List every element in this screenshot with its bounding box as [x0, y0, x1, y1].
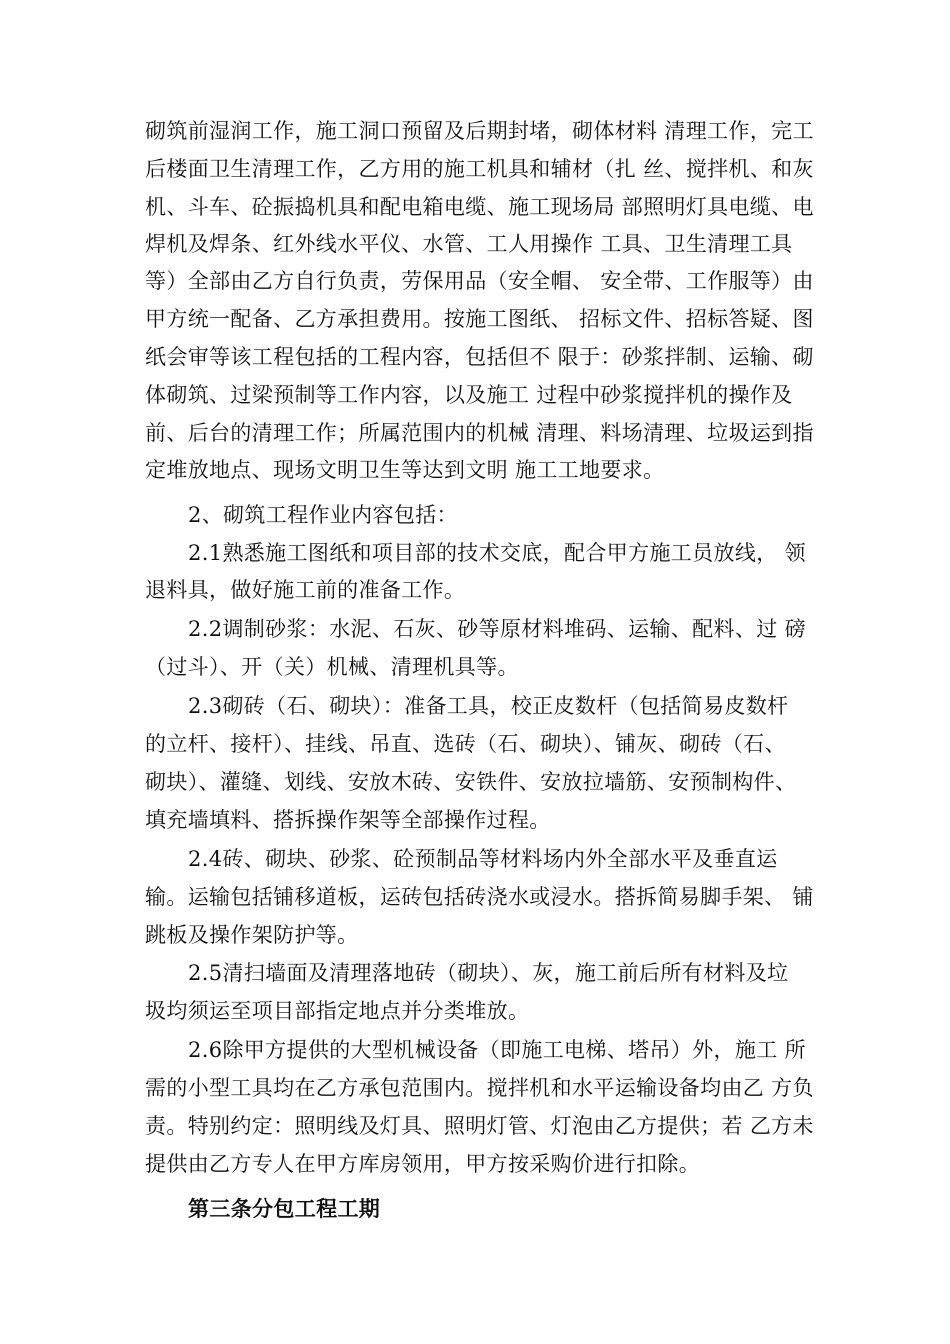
- paragraph-line: 2.5清扫墙面及清理落地砖（砌块）、灰，施工前后所有材料及垃: [188, 961, 789, 985]
- section-heading: 2、砌筑工程作业内容包括：: [188, 503, 458, 527]
- paragraph-line: 机、斗车、砼振捣机具和配电箱电缆、施工现场局 部照明灯具电缆、电: [145, 195, 814, 219]
- paragraph-line: 跳板及操作架防护等。: [145, 923, 359, 947]
- paragraph-line: 前、后台的清理工作；所属范围内的机械 清理、料场清理、垃圾运到指: [145, 421, 814, 445]
- paragraph-line: 砌筑前湿润工作，施工洞口预留及后期封堵，砌体材料 清理工作，完工: [145, 119, 814, 143]
- paragraph-line: 2.1熟悉施工图纸和项目部的技术交底，配合甲方施工员放线， 领: [188, 541, 806, 565]
- paragraph-line: 纸会审等该工程包括的工程内容，包括但不 限于：砂浆拌制、运输、砌: [145, 345, 814, 369]
- paragraph-line: 砌块）、灌缝、划线、安放木砖、安铁件、安放拉墙筋、安预制构件、: [145, 770, 797, 794]
- paragraph-line: 提供由乙方专人在甲方库房领用，甲方按采购价进行扣除。: [145, 1152, 701, 1176]
- paragraph-line: 2.4砖、砌块、砂浆、砼预制品等材料场内外全部水平及垂直运: [188, 847, 778, 871]
- paragraph-line: 焊机及焊条、红外线水平仪、水管、工人用操作 工具、卫生清理工具: [145, 232, 793, 256]
- paragraph-line: 填充墙填料、搭拆操作架等全部操作过程。: [145, 808, 551, 832]
- paragraph-line: 2.3砌砖（石、砌块）：准备工具，校正皮数杆（包括简易皮数杆: [188, 694, 789, 718]
- paragraph-line: 后楼面卫生清理工作，乙方用的施工机具和辅材（扎 丝、搅拌机、和灰: [145, 157, 814, 181]
- paragraph-line: 退料具，做好施工前的准备工作。: [145, 578, 466, 602]
- paragraph-line: 责。特别约定：照明线及灯具、照明灯管、灯泡由乙方提供；若 乙方未: [145, 1114, 814, 1138]
- article-heading: 第三条分包工程工期: [188, 1196, 381, 1221]
- paragraph-line: 甲方统一配备、乙方承担费用。按施工图纸、 招标文件、招标答疑、图: [145, 307, 814, 331]
- paragraph-line: 输。运输包括铺移道板，运砖包括砖浇水或浸水。搭拆简易脚手架、 铺: [145, 885, 814, 909]
- paragraph-line: 需的小型工具均在乙方承包范围内。搅拌机和水平运输设备均由乙 方负: [145, 1076, 814, 1100]
- paragraph-line: 2.2调制砂浆：水泥、石灰、砂等原材料堆码、运输、配料、过 磅: [188, 617, 806, 641]
- paragraph-line: 等）全部由乙方自行负责，劳保用品（安全帽、 安全带、工作服等）由: [145, 269, 814, 293]
- paragraph-line: 的立杆、接杆）、挂线、吊直、选砖（石、砌块）、铺灰、砌砖（石、: [145, 732, 786, 756]
- paragraph-line: （过斗）、开（关）机械、清理机具等。: [145, 655, 519, 679]
- paragraph-line: 体砌筑、过梁预制等工作内容，以及施工 过程中砂浆搅拌机的操作及: [145, 383, 793, 407]
- paragraph-line: 定堆放地点、现场文明卫生等达到文明 施工工地要求。: [145, 458, 665, 482]
- paragraph-line: 圾均须运至项目部指定地点并分类堆放。: [145, 999, 530, 1023]
- paragraph-line: 2.6除甲方提供的大型机械设备（即施工电梯、塔吊）外，施工 所: [188, 1038, 806, 1062]
